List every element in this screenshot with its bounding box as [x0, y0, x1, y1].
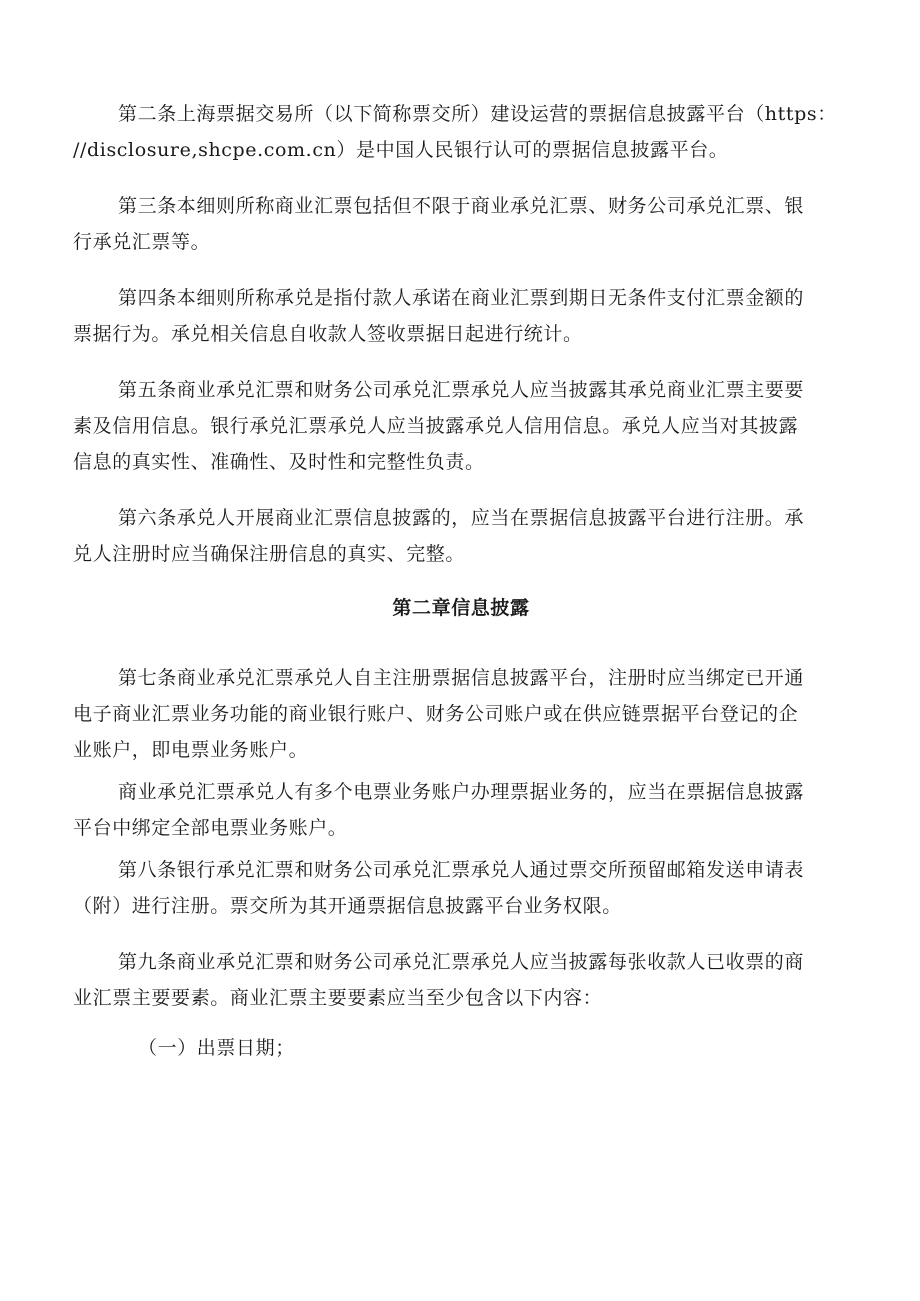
article-8-line-2: （附）进行注册。票交所为其开通票据信息披露平台业务权限。 — [73, 895, 622, 917]
article-5-line-3: 信息的真实性、准确性、及时性和完整性负责。 — [73, 451, 485, 473]
article-2-line-2: //disclosure,shcpe.com.cn）是中国人民银行认可的票据信息披露平台。 — [73, 139, 729, 161]
article-6 — [73, 500, 830, 572]
article-7-continued — [73, 774, 830, 846]
article-5-line-1: 第五条商业承兑汇票和财务公司承兑汇票承兑人应当披露其承兑商业汇票主要要 — [118, 379, 805, 401]
article-8 — [73, 852, 830, 924]
article-7 — [73, 660, 830, 768]
article-7-line-3: 业账户，即电票业务账户。 — [73, 739, 309, 761]
article-7-line-2: 电子商业汇票业务功能的商业银行账户、财务公司账户或在供应链票据平台登记的企 — [73, 703, 799, 725]
article-9 — [73, 944, 830, 1016]
article-2-line-1: 第二条上海票据交易所（以下简称票交所）建设运营的票据信息披露平台（https： — [118, 103, 837, 125]
article-3 — [73, 188, 830, 260]
list-item-issue-date: （一）出票日期； — [138, 1037, 295, 1059]
article-5 — [73, 372, 830, 480]
article-3-line-1: 第三条本细则所称商业汇票包括但不限于商业承兑汇票、财务公司承兑汇票、银 — [118, 195, 805, 217]
article-6-line-2: 兑人注册时应当确保注册信息的真实、完整。 — [73, 543, 466, 565]
article-7b-line-1: 商业承兑汇票承兑人有多个电票业务账户办理票据业务的，应当在票据信息披露 — [118, 781, 805, 803]
article-6-line-1: 第六条承兑人开展商业汇票信息披露的，应当在票据信息披露平台进行注册。承 — [118, 507, 805, 529]
article-4-line-2: 票据行为。承兑相关信息自收款人签收票据日起进行统计。 — [73, 323, 583, 345]
chapter-title: 第二章信息披露 — [392, 597, 530, 619]
article-9-line-2: 业汇票主要要素。商业汇票主要要素应当至少包含以下内容： — [73, 987, 603, 1009]
article-3-line-2: 行承兑汇票等。 — [73, 231, 211, 253]
article-7-line-1: 第七条商业承兑汇票承兑人自主注册票据信息披露平台，注册时应当绑定已开通 — [118, 667, 805, 689]
article-4 — [73, 280, 830, 352]
article-5-line-2: 素及信用信息。银行承兑汇票承兑人应当披露承兑人信用信息。承兑人应当对其披露 — [73, 415, 799, 437]
article-4-line-1: 第四条本细则所称承兑是指付款人承诺在商业汇票到期日无条件支付汇票金额的 — [118, 287, 805, 309]
article-7b-line-2: 平台中绑定全部电票业务账户。 — [73, 817, 348, 839]
article-9-line-1: 第九条商业承兑汇票和财务公司承兑汇票承兑人应当披露每张收款人已收票的商 — [118, 951, 805, 973]
article-2 — [73, 96, 837, 168]
article-8-line-1: 第八条银行承兑汇票和财务公司承兑汇票承兑人通过票交所预留邮箱发送申请表 — [118, 859, 805, 881]
